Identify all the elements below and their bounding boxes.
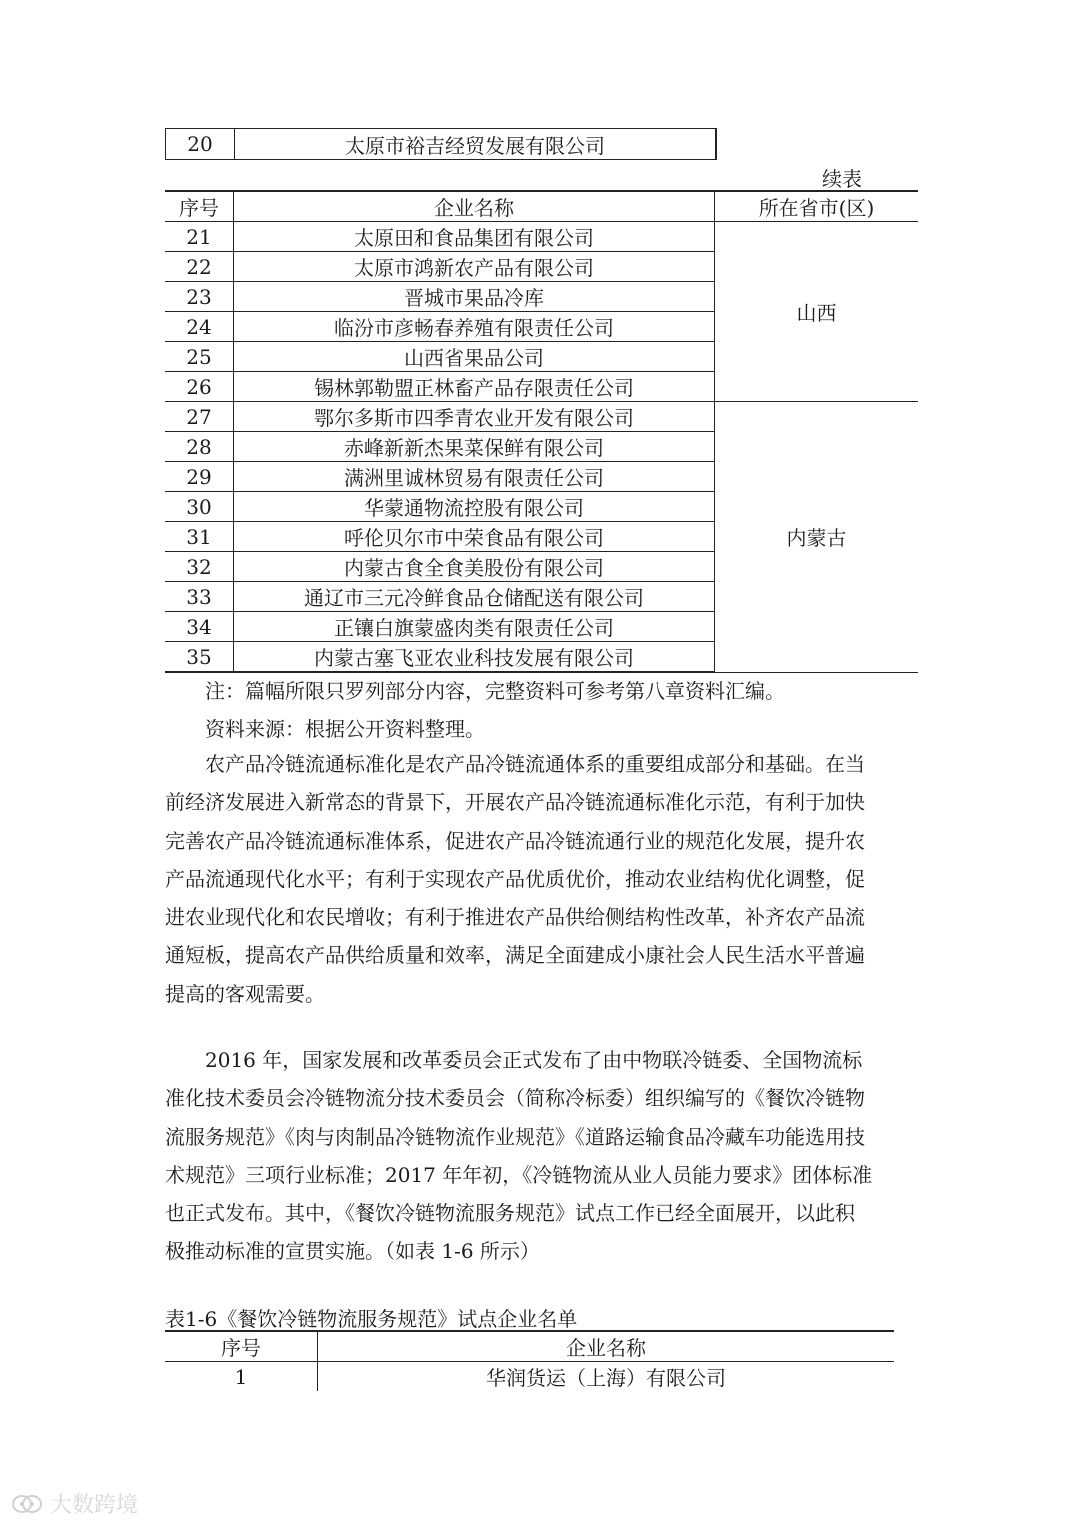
region-cell: 内蒙古 [715,402,919,673]
company-cell: 通辽市三元冷鲜食品仓储配送有限公司 [234,582,715,612]
header-region: 所在省市(区) [715,191,919,222]
table-note: 注：篇幅所限只罗列部分内容，完整资料可参考第八章资料汇编。 [205,679,785,703]
source-note: 资料来源：根据公开资料整理。 [205,717,485,741]
header-seq: 序号 [165,191,234,222]
region-cell: 山西 [715,222,919,402]
seq-cell: 26 [165,372,234,402]
seq-cell: 32 [165,552,234,582]
header-seq: 序号 [165,1331,318,1362]
company-cell: 满洲里诚林贸易有限责任公司 [234,462,715,492]
seq-cell: 21 [165,222,234,252]
company-cell: 正镶白旗蒙盛肉类有限责任公司 [234,612,715,642]
paragraph-line: 完善农产品冷链流通标准体系，促进农产品冷链流通行业的规范化发展，提升农 [165,828,865,853]
continued-label: 续表 [822,167,862,191]
seq-cell: 34 [165,612,234,642]
paragraph-line: 2016 年，国家发展和改革委员会正式发布了由中物联冷链委、全国物流标 [165,1048,863,1072]
table-caption: 表1-6《餐饮冷链物流服务规范》试点企业名单 [165,1307,578,1331]
paragraph-line: 准化技术委员会冷链物流分技术委员会（简称冷标委）组织编写的《餐饮冷链物 [165,1086,865,1111]
seq-cell: 28 [165,432,234,462]
continued-table-fragment [165,128,717,160]
paragraph-line: 通短板，提高农产品供给质量和效率，满足全面建成小康社会人民生活水平普遍 [165,943,865,968]
company-cell: 太原市裕吉经贸发展有限公司 [235,129,717,160]
seq-cell: 24 [165,312,234,342]
seq-cell: 1 [165,1362,318,1392]
table-row [165,1362,894,1392]
company-cell: 鄂尔多斯市四季青农业开发有限公司 [234,402,715,432]
paragraph-line: 前经济发展进入新常态的背景下，开展农产品冷链流通标准化示范，有利于加快 [165,790,865,815]
body-paragraph-1 [165,745,920,1013]
table-header-row [165,191,918,222]
company-cell: 内蒙古塞飞亚农业科技发展有限公司 [234,642,715,673]
paragraph-line: 流服务规范》《肉与肉制品冷链物流作业规范》《道路运输食品冷藏车功能选用技 [165,1124,865,1149]
table-row [165,222,918,252]
seq-cell: 29 [165,462,234,492]
paragraph-line: 术规范》三项行业标准；2017 年年初，《冷链物流从业人员能力要求》团体标准 [165,1162,873,1187]
enterprise-table [165,190,918,673]
paragraph-line: 极推动标准的宣贯实施。（如表 1-6 所示） [165,1239,540,1264]
table-row [165,402,918,432]
seq-cell: 27 [165,402,234,432]
company-cell: 华润货运（上海）有限公司 [486,1366,726,1390]
seq-cell: 35 [165,642,234,673]
company-cell: 太原田和食品集团有限公司 [234,222,715,252]
table-header-row [165,1331,894,1362]
company-cell: 锡林郭勒盟正林畜产品存限责任公司 [234,372,715,402]
seq-cell: 25 [165,342,234,372]
paragraph-line: 农产品冷链流通标准化是农产品冷链流通体系的重要组成部分和基础。在当 [165,752,865,776]
company-cell: 华蒙通物流控股有限公司 [234,492,715,522]
seq-cell: 23 [165,282,234,312]
company-cell: 呼伦贝尔市中荣食品有限公司 [234,522,715,552]
watermark [10,1488,138,1519]
company-cell: 山西省果品公司 [234,342,715,372]
paragraph-line: 进农业现代化和农民增收；有利于推进农产品供给侧结构性改革，补齐农产品流 [165,905,865,930]
table-row [166,129,717,160]
paragraph-line: 也正式发布。其中，《餐饮冷链物流服务规范》试点工作已经全面展开，以此积 [165,1201,855,1226]
company-cell: 内蒙古食全食美股份有限公司 [234,552,715,582]
body-paragraph-2 [165,1041,920,1271]
company-cell: 晋城市果品冷库 [234,282,715,312]
seq-cell: 33 [165,582,234,612]
paragraph-line: 提高的客观需要。 [165,981,325,1006]
seq-cell: 31 [165,522,234,552]
pilot-enterprise-table [165,1330,894,1391]
company-cell: 太原市鸿新农产品有限公司 [234,252,715,282]
watermark-logo-icon [10,1493,44,1515]
paragraph-line: 产品流通现代化水平；有利于实现农产品优质优价，推动农业结构优化调整，促 [165,866,865,891]
header-company: 企业名称 [318,1331,895,1362]
company-cell: 临汾市彦畅春养殖有限责任公司 [234,312,715,342]
company-cell: 赤峰新新杰果菜保鲜有限公司 [234,432,715,462]
seq-cell: 22 [165,252,234,282]
seq-cell: 20 [166,129,235,160]
header-company: 企业名称 [234,191,715,222]
watermark-text: 大数跨境 [50,1493,139,1518]
seq-cell: 30 [165,492,234,522]
